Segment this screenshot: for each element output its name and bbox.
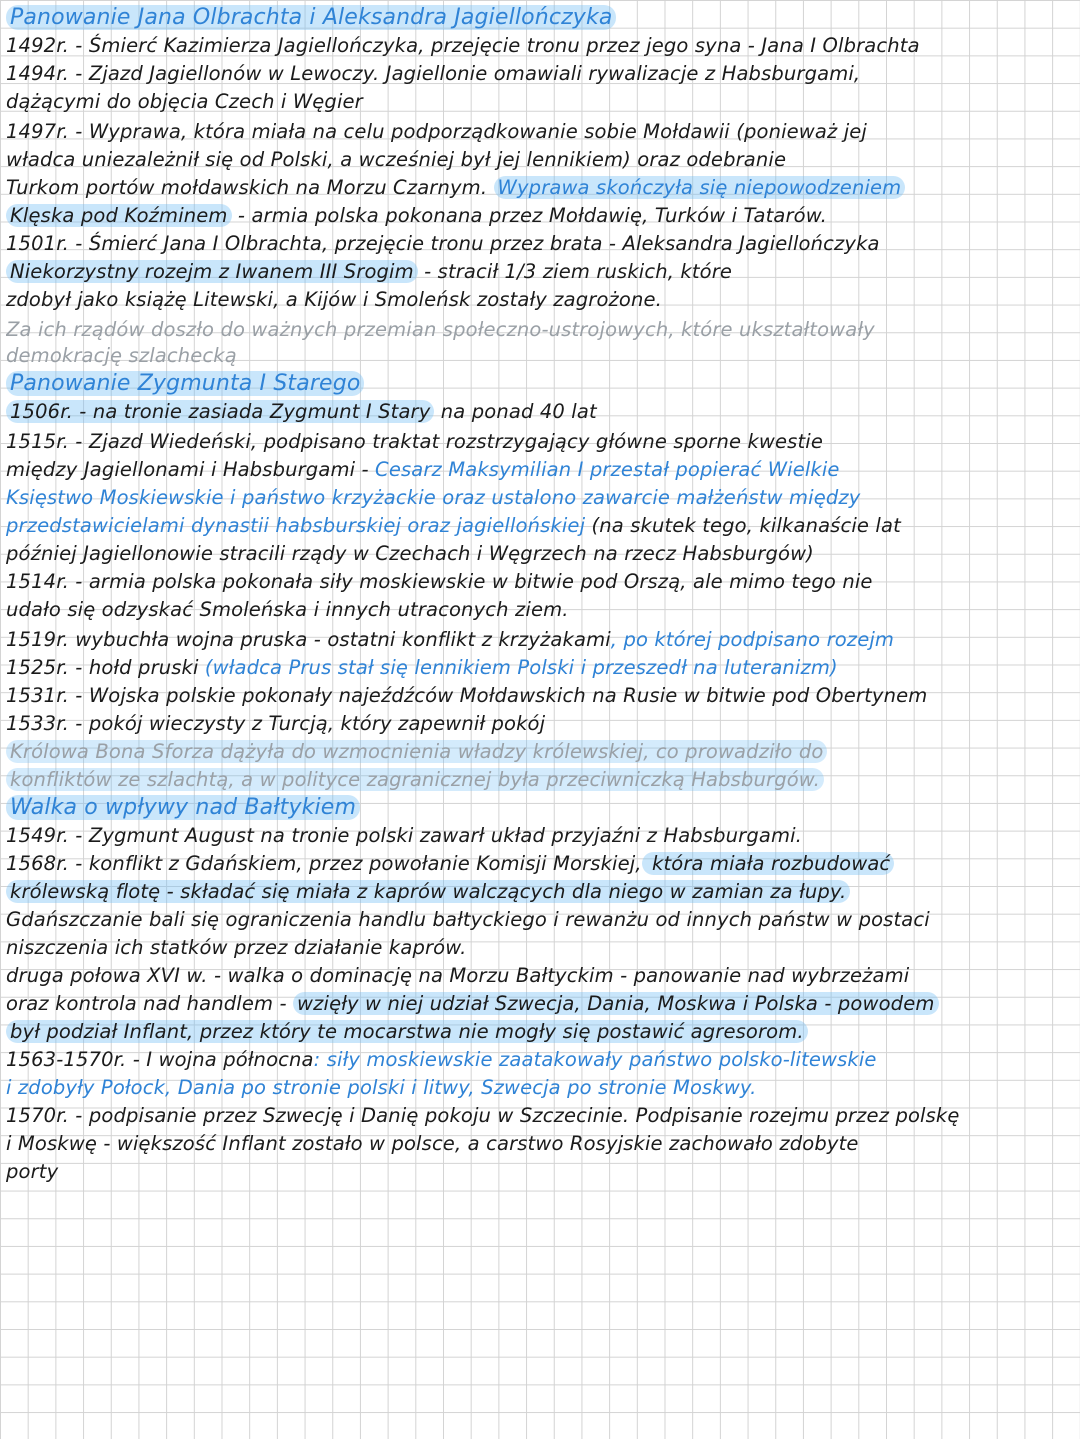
note-line: 1515r. - Zjazd Wiedeński, podpisano traktat rozstrzygający główne sporne kwestie: [6, 430, 823, 453]
highlighted-note: Klęska pod Koźminem: [6, 204, 232, 227]
note-text: - armia polska pokonana przez Mołdawię, Turków i Tatarów.: [231, 204, 827, 227]
summary-line: Za ich rządów doszło do ważnych przemian społeczno-ustrojowych, które ukształtowały: [6, 318, 875, 341]
highlighted-note: królewską flotę - składać się miała z kaprów walczących dla niego w zamian za łupy.: [6, 880, 850, 903]
blue-note: , po której podpisano rozejm: [610, 628, 895, 651]
note-line: [6, 1018, 1076, 1046]
highlighted-note: Niekorzystny rozejm z Iwanem III Srogim: [6, 260, 418, 283]
note-line: 1501r. - Śmierć Jana I Olbrachta, przejęcie tronu przez brata - Aleksandra Jagiellończyka: [6, 232, 880, 255]
blue-note-line: i zdobyły Połock, Dania po stronie polski i litwy, Szwecja po stronie Moskwy.: [6, 1076, 757, 1099]
note-line: [6, 174, 1076, 202]
highlighted-note: wzięły w niej udział Szwecja, Dania, Moskwa i Polska - powodem: [293, 992, 938, 1015]
note-line: dążącymi do objęcia Czech i Węgier: [6, 90, 363, 113]
note-line: i Moskwę - większość Inflant zostało w polsce, a carstwo Rosyjskie zachowało zdobyte: [6, 1132, 859, 1155]
summary-line: [6, 766, 1076, 794]
highlighted-summary: Królowa Bona Sforza dążyła do wzmocnienia władzy królewskiej, co prowadziło do: [6, 740, 827, 763]
note-line: 1514r. - armia polska pokonała siły moskiewskie w bitwie pod Orszą, ale mimo tego nie: [6, 570, 873, 593]
note-line: 1570r. - podpisanie przez Szwecję i Danię pokoju w Szczecinie. Podpisanie rozejmu przez polskę: [6, 1104, 960, 1127]
note-line: 1533r. - pokój wieczysty z Turcją, który zapewnił pokój: [6, 712, 546, 735]
note-line: druga połowa XVI w. - walka o dominację na Morzu Bałtyckim - panowanie nad wybrzeżami: [6, 964, 910, 987]
note-text: 1525r. - hołd pruski: [6, 656, 199, 679]
heading-baltic: [6, 794, 1076, 822]
heading-zygmunt-stary: [6, 370, 1076, 398]
note-line: [6, 456, 1076, 484]
note-line: [6, 512, 1076, 540]
note-text: - stracił 1/3 ziem ruskich, które: [417, 260, 733, 283]
note-line: 1492r. - Śmierć Kazimierza Jagiellończyka, przejęcie tronu przez jego syna - Jana I Olbrachta: [6, 34, 920, 57]
note-text: na ponad 40 lat: [434, 400, 597, 423]
highlighted-note: Wyprawa skończyła się niepowodzeniem: [494, 176, 906, 199]
blue-note: przedstawicielami dynastii habsburskiej oraz jagiellońskiej: [6, 514, 586, 537]
note-line: [6, 398, 1076, 426]
note-line: [6, 850, 1076, 878]
note-line: [6, 258, 1076, 286]
note-line: 1531r. - Wojska polskie pokonały najeźdźców Mołdawskich na Rusie w bitwie pod Obertynem: [6, 684, 928, 707]
note-line: 1497r. - Wyprawa, która miała na celu podporządkowanie sobie Mołdawii (ponieważ jej: [6, 120, 868, 143]
highlighted-summary: konfliktów ze szlachtą, a w polityce zagranicznej była przeciwniczką Habsburgów.: [6, 768, 824, 791]
note-line: [6, 654, 1076, 682]
note-text: Turkom portów mołdawskich na Morzu Czarnym.: [6, 176, 488, 199]
note-text: między Jagiellonami i Habsburgami -: [6, 458, 376, 481]
note-line: 1494r. - Zjazd Jagiellonów w Lewoczy. Jagiellonie omawiali rywalizacje z Habsburgami,: [6, 62, 861, 85]
note-line: zdobył jako książę Litewski, a Kijów i Smoleńsk zostały zagrożone.: [6, 288, 663, 311]
summary-line: demokrację szlachecką: [6, 344, 237, 367]
heading-olbracht-aleksander: [6, 4, 1076, 32]
note-line: [6, 878, 1076, 906]
note-line: udało się odzyskać Smoleńska i innych utraconych ziem.: [6, 598, 569, 621]
summary-line: [6, 738, 1076, 766]
note-line: 1549r. - Zygmunt August na tronie polski zawarł układ przyjaźni z Habsburgami.: [6, 824, 803, 847]
note-text: 1568r. - konflikt z Gdańskiem, przez powołanie Komisji Morskiej,: [6, 852, 642, 875]
note-line: niszczenia ich statków przez działanie kaprów.: [6, 936, 467, 959]
blue-note: (władca Prus stał się lennikiem Polski i przeszedł na luteranizm): [198, 656, 838, 679]
note-text: 1563-1570r. - I wojna północna: [6, 1048, 314, 1071]
heading-highlight: Panowanie Jana Olbrachta i Aleksandra Jagiellończyka: [6, 5, 616, 30]
blue-note-line: Księstwo Moskiewskie i państwo krzyżackie oraz ustalono zawarcie małżeństw między: [6, 486, 861, 509]
highlighted-note: był podział Inflant, przez który te mocarstwa nie mogły się postawić agresorom.: [6, 1020, 808, 1043]
note-line: [6, 1046, 1076, 1074]
highlighted-note: która miała rozbudować: [642, 852, 895, 875]
note-text: 1519r. wybuchła wojna pruska - ostatni konflikt z krzyżakami: [6, 628, 611, 651]
note-line: władca uniezależnił się od Polski, a wcześniej był jej lennikiem) oraz odebranie: [6, 148, 787, 171]
note-line: Gdańszczanie bali się ograniczenia handlu bałtyckiego i rewanżu od innych państw w postaci: [6, 908, 930, 931]
note-text: oraz kontrola nad handlem -: [6, 992, 294, 1015]
note-text: (na skutek tego, kilkanaście lat: [585, 514, 901, 537]
blue-note: Cesarz Maksymilian I przestał popierać Wielkie: [375, 458, 840, 481]
note-line: [6, 202, 1076, 230]
note-line: [6, 990, 1076, 1018]
highlighted-note: 1506r. - na tronie zasiada Zygmunt I Stary: [6, 400, 434, 423]
note-line: [6, 626, 1076, 654]
heading-highlight: Panowanie Zygmunta I Starego: [6, 371, 364, 396]
note-line: porty: [6, 1160, 59, 1183]
note-line: później Jagiellonowie stracili rządy w Czechach i Węgrzech na rzecz Habsburgów): [6, 542, 814, 565]
blue-note: : siły moskiewskie zaatakowały państwo polsko-litewskie: [313, 1048, 877, 1071]
heading-highlight: Walka o wpływy nad Bałtykiem: [6, 795, 360, 820]
